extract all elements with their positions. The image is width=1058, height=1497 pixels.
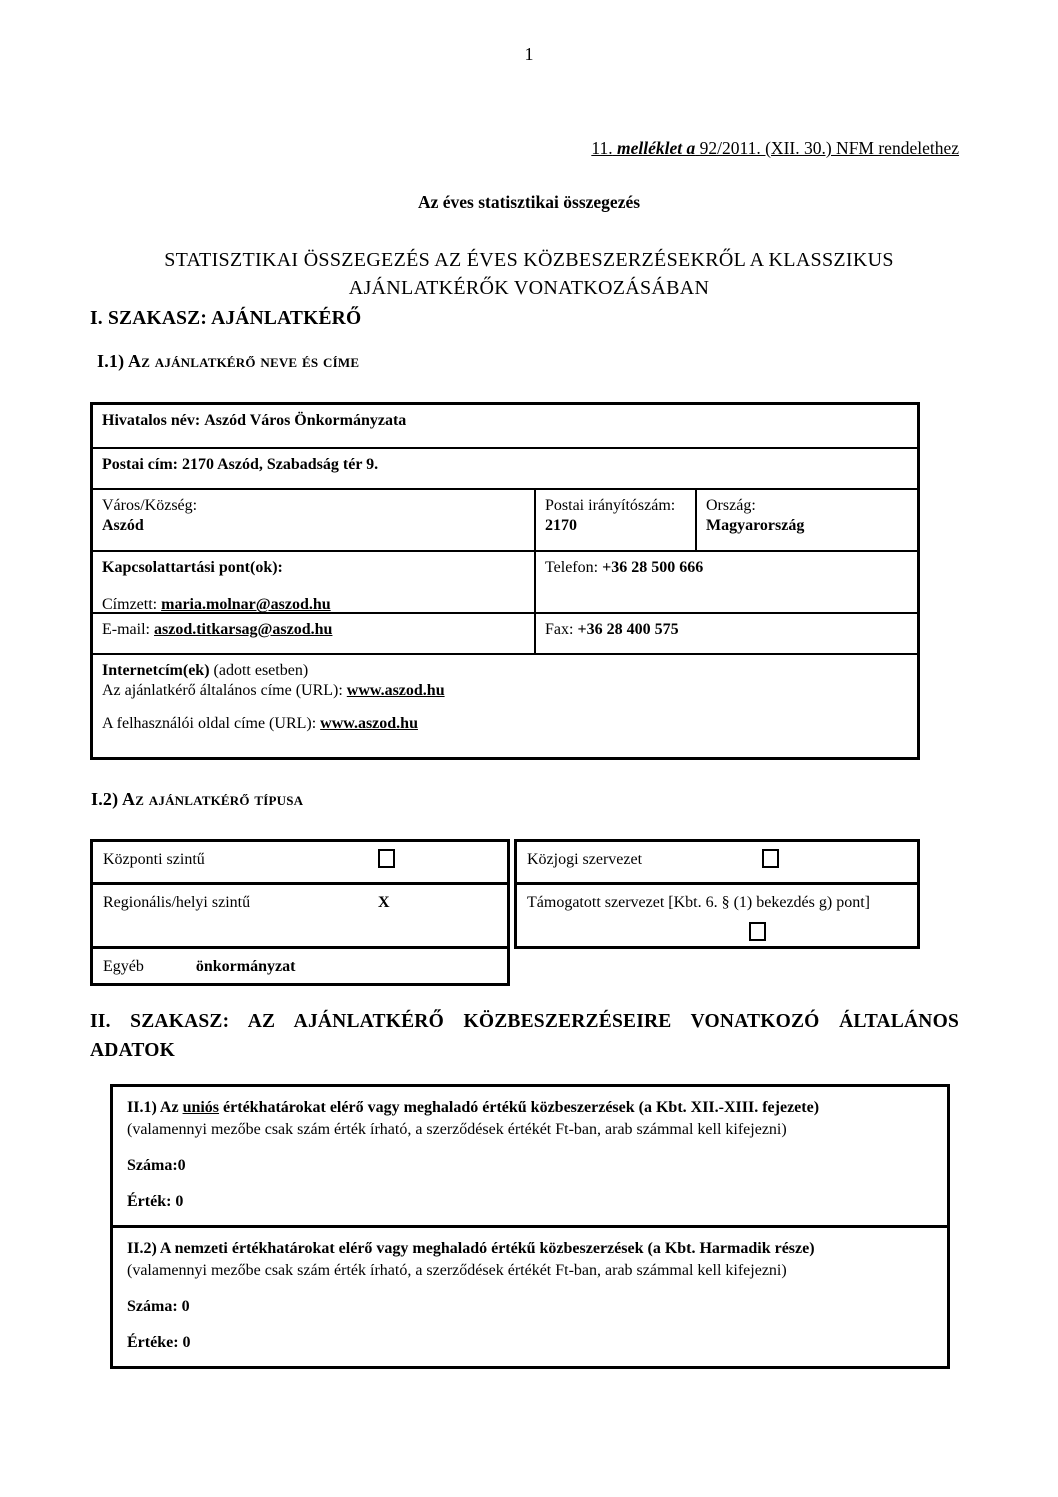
city-value: Aszód	[102, 517, 144, 534]
internet-label: Internetcím(ek)	[102, 662, 210, 679]
internet-note: (adott esetben)	[213, 662, 309, 679]
general-url-label: Az ajánlatkérő általános címe (URL):	[102, 682, 343, 699]
national-threshold-note: (valamennyi mezőbe csak szám érték írható, a szerződések értékét Ft-ban, arab számmal kell kifejezni)	[127, 1262, 787, 1279]
other-type-label: Egyéb	[103, 958, 144, 975]
supported-org-checkbox-icon	[749, 922, 766, 941]
public-body-label: Közjogi szervezet	[527, 851, 643, 868]
fax-cell	[534, 614, 917, 653]
postal-address-value: 2170 Aszód, Szabadság tér 9.	[181, 456, 379, 473]
city-cell	[93, 490, 534, 550]
eu-threshold-block	[113, 1087, 947, 1225]
type-table-left-column	[90, 839, 510, 986]
regional-level-x-mark: X	[378, 894, 390, 911]
supported-org-row	[517, 882, 917, 946]
table-row	[93, 550, 917, 612]
email-label: E-mail:	[102, 621, 150, 638]
addressee-label: Címzett:	[102, 596, 158, 613]
city-label: Város/Község:	[102, 497, 198, 514]
section1-sub1-heading: I.1) Az ajánlatkérő neve és címe	[97, 351, 360, 371]
contact-points-label: Kapcsolattartási pont(ok):	[102, 559, 283, 576]
addressee-email-link[interactable]: maria.molnar@aszod.hu	[161, 596, 331, 613]
central-level-label: Központi szintű	[103, 851, 205, 868]
annex-prefix: 11.	[591, 138, 613, 158]
annex-emphasis: melléklet a	[617, 138, 696, 158]
document-title: STATISZTIKAI ÖSSZEGEZÉS AZ ÉVES KÖZBESZERZÉSEKRŐL A KLASSZIKUS AJÁNLATKÉRŐK VONATKOZÁSÁBAN	[164, 249, 894, 299]
postal-address-label: Postai cím:	[102, 456, 178, 473]
annex-suffix: 92/2011. (XII. 30.) NFM rendelethez	[699, 138, 959, 158]
section1-title: I. SZAKASZ: AJÁNLATKÉRŐ	[90, 308, 362, 329]
public-body-checkbox-icon	[762, 849, 779, 868]
page-number: 1	[524, 44, 534, 64]
eu-threshold-value: Érték: 0	[127, 1193, 184, 1210]
postal-address-cell	[93, 449, 917, 488]
official-name-cell	[93, 405, 917, 447]
central-level-row	[93, 842, 507, 882]
fax-value: +36 28 400 575	[577, 621, 679, 638]
eu-threshold-heading	[127, 1097, 933, 1119]
table-row	[93, 488, 917, 550]
email-cell	[93, 614, 534, 653]
phone-cell	[534, 552, 917, 612]
user-url-label: A felhasználói oldal címe (URL):	[102, 715, 317, 732]
eu-threshold-count: Száma:0	[127, 1157, 186, 1174]
user-url-link[interactable]: www.aszod.hu	[320, 715, 418, 732]
address-table	[90, 402, 920, 760]
section1-sub2-heading: I.2) Az ajánlatkérő típusa	[91, 789, 304, 809]
annex-reference	[591, 138, 959, 159]
regional-level-label: Regionális/helyi szintű	[103, 894, 251, 911]
postal-code-label: Postai irányítószám:	[545, 497, 676, 514]
document-subtitle: Az éves statisztikai összegezés	[417, 192, 641, 212]
national-threshold-count: Száma: 0	[127, 1298, 190, 1315]
eu-threshold-heading-post: értékhatárokat elérő vagy meghaladó értékű közbeszerzések (a Kbt. XII.-XIII. fejezete)	[223, 1099, 820, 1116]
other-type-value: önkormányzat	[195, 958, 296, 975]
procurement-data-table	[110, 1084, 950, 1369]
official-name-value: Aszód Város Önkormányzata	[204, 412, 407, 429]
supported-org-label: Támogatott szervezet [Kbt. 6. § (1) bekezdés g) pont]	[527, 894, 870, 911]
table-row	[93, 612, 917, 653]
phone-value: +36 28 500 666	[602, 559, 704, 576]
email-link[interactable]: aszod.titkarsag@aszod.hu	[153, 621, 333, 638]
contact-points-cell	[93, 552, 534, 612]
addressee-line	[102, 595, 525, 615]
country-value: Magyarország	[706, 517, 805, 534]
national-threshold-block	[113, 1225, 947, 1366]
other-type-row	[93, 946, 507, 983]
internet-cell	[93, 655, 917, 757]
regional-level-row	[93, 882, 507, 946]
central-level-checkbox-icon	[378, 849, 395, 868]
table-row	[93, 447, 917, 488]
section2-title: II. SZAKASZ: AZ AJÁNLATKÉRŐ KÖZBESZERZÉSEIRE VONATKOZÓ ÁLTALÁNOS ADATOK	[90, 1011, 959, 1061]
general-url-link[interactable]: www.aszod.hu	[346, 682, 445, 699]
postal-code-cell	[534, 490, 695, 550]
postal-code-value: 2170	[545, 517, 577, 534]
eu-threshold-note: (valamennyi mezőbe csak szám érték írható, a szerződések értékét Ft-ban, arab számmal kell kifejezni)	[127, 1121, 787, 1138]
country-label: Ország:	[706, 497, 756, 514]
national-threshold-value: Értéke: 0	[127, 1334, 191, 1351]
fax-label: Fax:	[545, 621, 574, 638]
eu-threshold-heading-underlined: uniós	[182, 1099, 220, 1116]
type-table-right-column	[514, 839, 920, 949]
phone-label: Telefon:	[545, 559, 599, 576]
country-cell	[695, 490, 917, 550]
official-name-label: Hivatalos név:	[102, 412, 201, 429]
national-threshold-heading: II.2) A nemzeti értékhatárokat elérő vagy meghaladó értékű közbeszerzések (a Kbt. Harmadik része)	[127, 1240, 815, 1257]
eu-threshold-heading-pre: II.1) Az	[127, 1099, 179, 1116]
table-row	[93, 405, 917, 447]
authority-type-table	[90, 839, 920, 989]
public-body-row	[517, 842, 917, 882]
table-row	[93, 653, 917, 757]
